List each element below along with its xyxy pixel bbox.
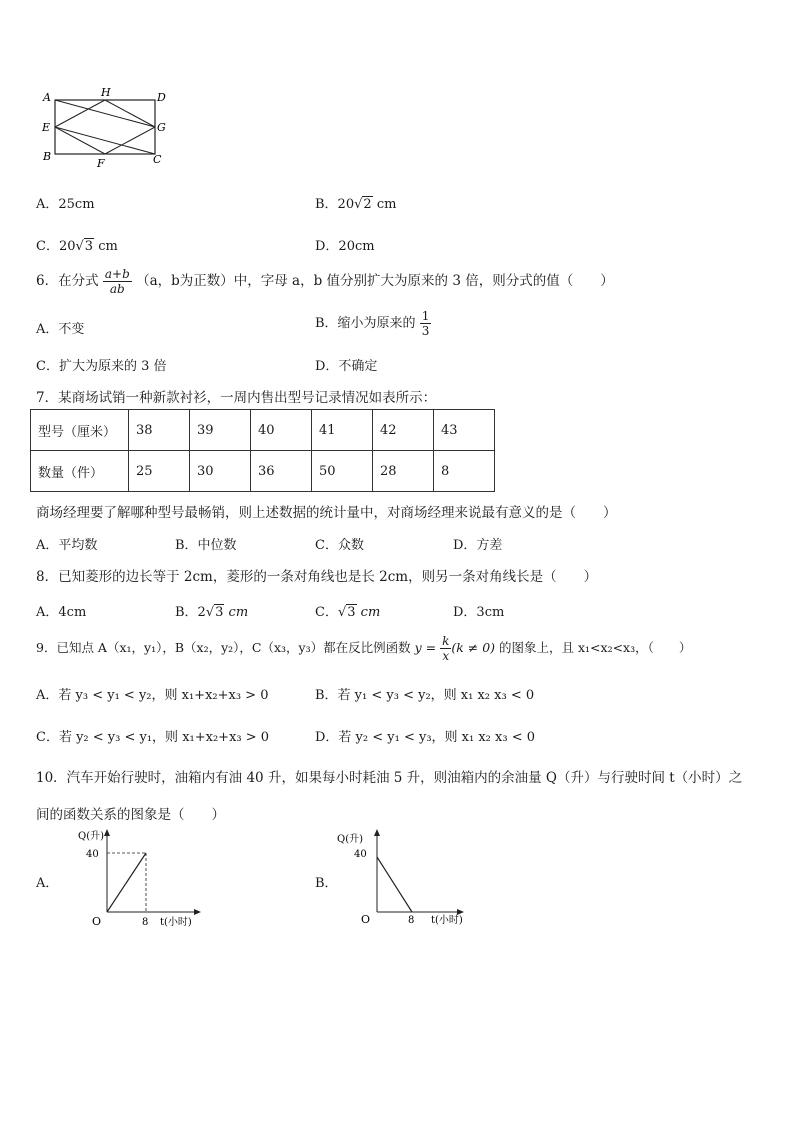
- q9-option-a-text: A．若 y₃ < y₁ < y₂，则 x₁+x₂+x₃ > 0: [36, 688, 269, 703]
- table-header-cell: 数量（件）: [31, 451, 129, 492]
- sqrt-symbol: √2: [354, 197, 372, 212]
- q7-option-a-text: A．平均数: [36, 538, 98, 553]
- q7-option-b-text: B．中位数: [175, 538, 237, 553]
- graph-b-xtick: 8: [408, 915, 415, 926]
- q6-option-b: [315, 309, 431, 338]
- q6-prefix: 6．在分式: [36, 273, 99, 289]
- table-cell: 40: [251, 410, 312, 451]
- q6-option-b-fraction: [420, 309, 432, 338]
- q8-option-b-radicand: 3: [215, 605, 224, 620]
- q5-option-d-text: D．20cm: [315, 239, 375, 254]
- q5-option-d: [315, 235, 375, 254]
- graph-a-xlabel: t(小时): [160, 917, 192, 928]
- q9-option-a: [36, 684, 268, 703]
- q7-option-d: [453, 534, 502, 553]
- q10-stem-line2: [36, 803, 225, 823]
- label-A: A: [43, 91, 51, 104]
- graph-b-xlabel: t(小时): [431, 915, 463, 926]
- q10-stem-line1: [36, 766, 742, 786]
- q9-option-c: [36, 726, 269, 745]
- q7-stem: [36, 386, 436, 406]
- table-cell: 38: [129, 410, 190, 451]
- q5-option-b: [315, 193, 396, 212]
- q9-option-b: [315, 684, 534, 703]
- graph-b-origin: O: [361, 913, 371, 926]
- table-header-cell: 型号（厘米）: [31, 410, 129, 451]
- label-H: H: [101, 86, 111, 99]
- q6-fraction-denominator: ab: [109, 282, 125, 296]
- q8-option-d-text: D．3cm: [453, 605, 505, 620]
- q10-stem-line2-text: 间的函数关系的图象是（ ）: [36, 807, 225, 823]
- q9-option-d-text: D．若 y₂ < y₁ < y₃，则 x₁ x₂ x₃ < 0: [315, 730, 535, 745]
- table-cell: 42: [373, 410, 434, 451]
- table-row: [31, 410, 495, 451]
- label-E: E: [42, 121, 51, 134]
- sqrt-symbol: √3: [205, 605, 224, 620]
- sqrt-symbol: √3: [337, 605, 356, 620]
- label-C: C: [153, 153, 162, 166]
- q5-option-c-suffix: cm: [94, 239, 118, 254]
- q9-function-condition: (k ≠ 0): [451, 640, 496, 655]
- q5-option-b-prefix: B．20: [315, 197, 355, 212]
- label-G: G: [157, 121, 166, 134]
- q6-stem: [36, 267, 614, 296]
- q7-stem-text: 7．某商场试销一种新款衬衫，一周内售出型号记录情况如表所示：: [36, 390, 437, 406]
- q8-option-b-suffix: cm: [224, 605, 249, 620]
- q7-question: [36, 501, 617, 521]
- q7-option-b: [175, 534, 237, 553]
- table-cell: 25: [129, 451, 190, 492]
- q9-option-d: [315, 726, 535, 745]
- q9-option-c-text: C．若 y₂ < y₃ < y₁，则 x₁+x₂+x₃ > 0: [36, 730, 270, 745]
- table-row: [31, 451, 495, 492]
- table-cell: 43: [434, 410, 495, 451]
- table-cell: 41: [312, 410, 373, 451]
- q6-option-d: [315, 355, 377, 374]
- q9-function-fraction: [440, 634, 451, 663]
- q8-option-a: [36, 601, 86, 620]
- q8-option-d: [453, 601, 504, 620]
- q10-option-b-label-text: B．: [315, 876, 338, 891]
- q6-option-a: [36, 318, 84, 337]
- q10-graph-a: [78, 826, 208, 936]
- q5-option-c-prefix: C．20: [36, 239, 76, 254]
- q5-option-a: [36, 193, 95, 212]
- table-cell: 50: [312, 451, 373, 492]
- q7-option-c-text: C．众数: [315, 538, 364, 553]
- graph-b-ylabel: Q(升): [337, 834, 364, 845]
- table-cell: 39: [190, 410, 251, 451]
- q5-option-b-suffix: cm: [372, 197, 397, 212]
- graph-a-ylabel: Q(升): [78, 831, 105, 842]
- label-F: F: [97, 157, 105, 170]
- table-cell: 36: [251, 451, 312, 492]
- sqrt-symbol: √3: [75, 239, 94, 254]
- q6-fraction: [103, 267, 132, 296]
- q8-option-c-prefix: C．: [315, 605, 338, 620]
- rectangle-figure: [36, 84, 176, 174]
- q8-stem-text: 8．已知菱形的边长等于 2cm，菱形的一条对角线也是长 2cm，则另一条对角线长是（ ）: [36, 569, 598, 585]
- q6-option-a-text: A．不变: [36, 322, 85, 337]
- q5-option-c-radicand: 3: [84, 239, 94, 254]
- q8-option-b: [175, 601, 248, 620]
- q9-stem-prefix: 9．已知点 A（x₁，y₁），B（x₂，y₂），C（x₃，y₃）都在反比例函数: [36, 640, 415, 655]
- table-cell: 8: [434, 451, 495, 492]
- table-cell: 28: [373, 451, 434, 492]
- q10-stem-line1-text: 10．汽车开始行驶时，油箱内有油 40 升，如果每小时耗油 5 升，则油箱内的余油量 Q（升）与行驶时间 t（小时）之: [36, 770, 743, 786]
- q8-option-b-prefix: B．2: [175, 605, 206, 620]
- q9-stem: [36, 634, 691, 663]
- q7-option-a: [36, 534, 97, 553]
- q8-option-c-radicand: 3: [347, 605, 356, 620]
- q9-function-numerator: k: [442, 634, 450, 648]
- q10-graph-b: [337, 826, 472, 936]
- q8-option-c-suffix: cm: [356, 605, 381, 620]
- label-D: D: [157, 91, 166, 104]
- q7-question-text: 商场经理要了解哪种型号最畅销，则上述数据的统计量中，对商场经理来说最有意义的是（ ）: [36, 505, 617, 521]
- q8-option-a-text: A．4cm: [36, 605, 87, 620]
- q6-option-c: [36, 355, 166, 374]
- q9-function-lhs: y =: [414, 640, 441, 655]
- q10-option-a-label-text: A．: [36, 876, 59, 891]
- q9-option-b-text: B．若 y₁ < y₃ < y₂，则 x₁ x₂ x₃ < 0: [315, 688, 535, 703]
- q6-fraction-numerator: a+b: [104, 267, 130, 281]
- q5-option-c: [36, 235, 118, 254]
- q10-option-b-label: [315, 872, 338, 891]
- q7-option-c: [315, 534, 364, 553]
- q5-option-b-radicand: 2: [363, 197, 372, 212]
- graph-a-xtick: 8: [142, 917, 149, 928]
- q6-option-d-text: D．不确定: [315, 359, 378, 374]
- q8-stem: [36, 565, 597, 585]
- q10-option-a-label: [36, 872, 58, 891]
- label-B: B: [43, 150, 52, 163]
- q5-option-a-text: A．25cm: [36, 197, 95, 212]
- q6-option-c-text: C．扩大为原来的 3 倍: [36, 359, 167, 374]
- graph-a-origin: O: [92, 915, 102, 928]
- graph-a-ytick: 40: [86, 849, 99, 860]
- q6-suffix: （a，b为正数）中，字母 a，b 值分别扩大为原来的 3 倍，则分式的值（ ）: [136, 273, 614, 289]
- q6-option-b-denominator: 3: [421, 324, 430, 338]
- q9-stem-suffix: 的图象上，且 x₁<x₂<x₃，（ ）: [495, 640, 692, 655]
- q7-size-table: [30, 409, 495, 492]
- q6-option-b-prefix: B．缩小为原来的: [315, 316, 416, 331]
- graph-b-ytick: 40: [354, 849, 367, 860]
- q6-option-b-numerator: 1: [421, 309, 430, 323]
- q9-function-denominator: x: [442, 649, 450, 663]
- q8-option-c: [315, 601, 380, 620]
- table-cell: 30: [190, 451, 251, 492]
- q7-option-d-text: D．方差: [453, 538, 503, 553]
